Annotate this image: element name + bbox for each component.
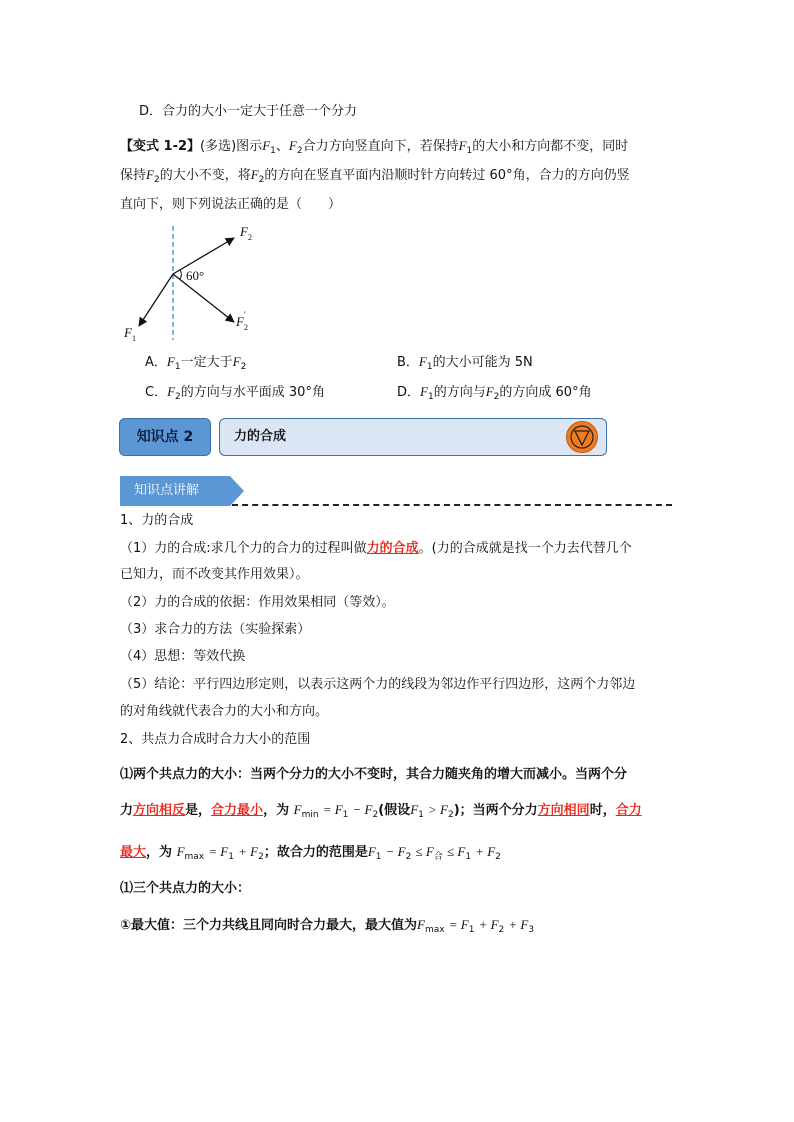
knowledge-point-title: 力的合成 — [234, 429, 287, 444]
var: F — [367, 844, 376, 859]
sub: 1 — [427, 392, 434, 402]
sub: max — [184, 852, 205, 862]
text: 的方向与 — [433, 385, 486, 400]
var: F — [410, 802, 419, 817]
text: D． — [397, 385, 421, 400]
sub: 2 — [405, 852, 412, 862]
var: + F — [475, 844, 496, 859]
text: ，为 — [263, 803, 290, 818]
previous-option-d: D．合力的大小一定大于任意一个分力 — [139, 104, 358, 119]
variant-question-line1 — [120, 137, 628, 156]
sub: 1 — [375, 852, 382, 862]
sub: 2 — [372, 810, 379, 820]
sub: 1 — [466, 146, 473, 156]
var: F — [166, 354, 175, 369]
text: ；故合力的范围是 — [263, 845, 368, 860]
var: F — [232, 354, 241, 369]
option-b — [397, 353, 533, 372]
f1-label: $F_1$ — [124, 325, 136, 343]
text: 的方向与水平面成 30°角 — [180, 385, 325, 400]
f2-label: $F_2$ — [240, 224, 252, 242]
text: 力 — [120, 803, 134, 818]
variant-question-line2 — [120, 166, 630, 185]
sub: 2 — [493, 392, 500, 402]
sub: max — [424, 925, 445, 935]
var: = F — [448, 917, 469, 932]
var: = F — [208, 844, 229, 859]
sub: 2 — [153, 175, 160, 185]
force-diagram — [118, 222, 268, 346]
text: 的大小不变，将 — [159, 168, 251, 183]
text: B． — [397, 355, 419, 370]
paragraph-4: （4）思想：等效代换 — [120, 649, 246, 664]
paragraph-5: （5）结论：平行四边形定则，以表示这两个力的线段为邻边作平行四边形，这两个力邻边 — [120, 677, 636, 692]
two-force-line-1: ⑴两个共点力的大小：当两个分力的大小不变时，其合力随夹角的增大而减小。当两个分 — [120, 767, 628, 782]
section-tag — [120, 476, 230, 506]
text: 合力方向竖直向下，若保持 — [302, 139, 459, 154]
text: 时， — [589, 803, 616, 818]
three-force-max — [120, 916, 534, 935]
var: ≤ F — [446, 844, 466, 859]
var: F — [262, 138, 271, 153]
var: F — [250, 167, 259, 182]
down-triangle-icon[interactable] — [566, 421, 598, 453]
heading-1: 1、力的合成 — [120, 513, 194, 528]
sub: 1 — [228, 852, 234, 862]
paragraph-1 — [120, 540, 632, 558]
var: − F — [352, 802, 373, 817]
text: 的方向在竖直平面内沿顺时针方向转过 60°角，合力的方向仍竖 — [264, 168, 630, 183]
text: 图示 — [236, 139, 263, 154]
sub: 2 — [495, 852, 501, 862]
var: > F — [428, 802, 448, 817]
var: F — [418, 354, 427, 369]
heading-2: 2、共点力合成时合力大小的范围 — [120, 732, 311, 747]
f1-arrow — [139, 274, 173, 326]
text: (假设 — [378, 803, 411, 818]
text: （1）力的合成:求几个力的合力的过程叫做 — [120, 541, 367, 556]
var: F — [288, 138, 297, 153]
text: 的方向成 60°角 — [499, 385, 592, 400]
text: ①最大值：三个力共线且同向时合力最大，最大值为 — [120, 918, 418, 933]
var: + F — [508, 917, 529, 932]
text: 一定大于 — [180, 355, 233, 370]
text: 的大小可能为 5N — [432, 355, 533, 370]
highlight: 合力 — [615, 803, 642, 818]
paragraph-2: （2）力的合成的依据：作用效果相同（等效）。 — [120, 595, 395, 610]
angle-label: 60° — [186, 268, 205, 283]
sub: 2 — [447, 810, 454, 820]
sub: 2 — [498, 925, 505, 935]
sub: 2 — [258, 852, 264, 862]
var: ≤ F — [415, 844, 434, 859]
paragraph-3: （3）求合力的方法（实验探索） — [120, 622, 311, 637]
sub: min — [301, 810, 319, 820]
highlight: 方向相反 — [133, 803, 186, 818]
var: + F — [478, 917, 499, 932]
option-a — [145, 353, 246, 372]
highlight: 方向相同 — [537, 803, 590, 818]
three-force-heading: ⑴三个共点力的大小： — [120, 881, 251, 896]
text: C． — [145, 385, 168, 400]
var: + F — [238, 844, 259, 859]
var: F — [146, 167, 154, 182]
sub: 2 — [296, 146, 303, 156]
sub: 1 — [342, 810, 349, 820]
highlight: 最大 — [120, 845, 147, 860]
sub: 2 — [258, 175, 265, 185]
variant-type: (多选) — [200, 139, 237, 154]
variant-question-line3: 直向下，则下列说法正确的是（ ） — [120, 197, 342, 212]
text: ，为 — [146, 845, 173, 860]
sub: 1 — [270, 146, 276, 156]
section-divider — [232, 504, 672, 506]
sub: 1 — [426, 362, 433, 372]
var: F — [485, 384, 494, 399]
paragraph-1-cont: 已知力，而不改变其作用效果）。 — [120, 567, 309, 582]
sub: 1 — [174, 362, 181, 372]
var: F — [176, 844, 185, 859]
knowledge-point-label: 知识点 2 — [119, 418, 211, 456]
var: F — [458, 138, 467, 153]
var: = F — [322, 802, 343, 817]
var: F — [167, 384, 176, 399]
knowledge-point-bar — [219, 418, 607, 456]
option-d — [397, 383, 592, 402]
text: 。(力的合成就是找一个力去代替几个 — [418, 541, 632, 556]
text: A． — [145, 355, 167, 370]
text: )；当两个分力 — [453, 803, 538, 818]
two-force-line-2 — [120, 801, 642, 820]
var: F — [420, 384, 428, 399]
variant-tag: 【变式 1-2】 — [120, 139, 201, 154]
highlight: 合力最小 — [211, 803, 264, 818]
text: 保持 — [120, 168, 147, 183]
text: 是， — [185, 803, 212, 818]
sub: 1 — [468, 925, 475, 935]
section-tag-label: 知识点讲解 — [134, 483, 200, 498]
text: 、 — [275, 139, 289, 154]
f2-rotated-label: $F_2'$ — [236, 310, 248, 332]
var: F — [417, 917, 425, 932]
two-force-line-3 — [120, 843, 501, 862]
highlight: 力的合成 — [366, 541, 419, 556]
text: 的大小和方向都不变，同时 — [472, 139, 629, 154]
sub: 1 — [465, 852, 472, 862]
sub: 合 — [433, 852, 443, 862]
var: F — [293, 802, 302, 817]
paragraph-5-cont: 的对角线就代表合力的大小和方向。 — [120, 704, 329, 719]
option-c — [145, 383, 325, 402]
sub: 2 — [240, 362, 247, 372]
sub: 3 — [528, 925, 535, 935]
angle-arc — [180, 270, 181, 279]
sub: 1 — [418, 810, 424, 820]
sub: 2 — [175, 392, 181, 402]
var: − F — [385, 844, 406, 859]
